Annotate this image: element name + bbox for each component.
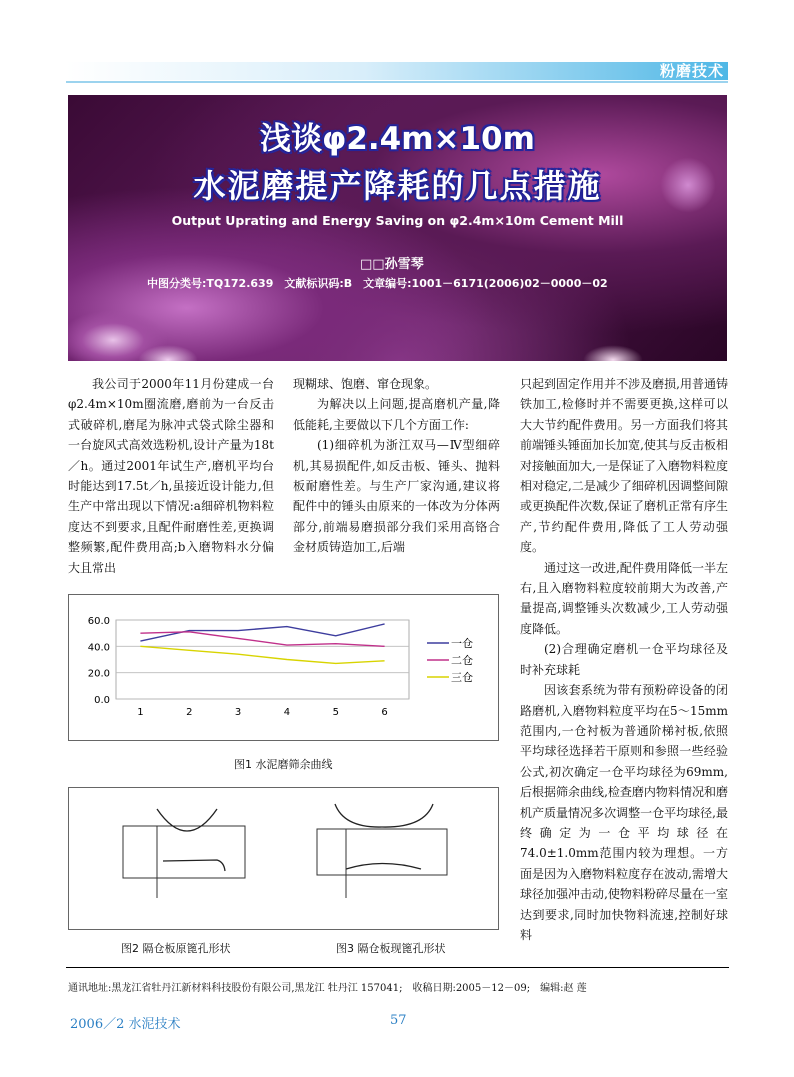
body-column-2 — [293, 374, 500, 558]
paragraph: (2)合理确定磨机一仓平均球径及时补充球耗 — [520, 642, 728, 677]
x-tick-label: 3 — [234, 707, 242, 718]
title-line-2: 水泥磨提产降耗的几点措施 — [193, 167, 602, 205]
x-tick-label: 5 — [332, 707, 339, 718]
paragraph: 通过这一改进,配件费用降低一半左右,且入磨物料粒度较前期大为改善,产量提高,调整锤头次数减少,工人劳动强度降低。 — [520, 560, 728, 636]
legend-label: 二仓 — [451, 654, 473, 667]
figure-1-caption: 图1 水泥磨筛余曲线 — [234, 758, 333, 771]
paragraph: (1)细碎机为浙江双马—Ⅳ型细碎机,其易损配件,如反击板、锤头、抛料板耐磨性差。与生产厂家沟通,建议将配件中的锤头由原来的一体改为分体两部分,前端易磨损部分我们采用高铬合金材质铸造加工,后端 — [293, 438, 500, 555]
legend-label: 三仓 — [451, 671, 473, 684]
page-number: 57 — [390, 1013, 407, 1028]
fig3-curve-upper — [335, 804, 433, 827]
figure-3-caption: 图3 隔仓板现篦孔形状 — [336, 942, 446, 955]
journal-issue: 2006／2 水泥技术 — [70, 1017, 181, 1032]
fig2-plate — [123, 826, 245, 878]
body-column-1 — [68, 374, 274, 578]
classification-line: 中图分类号:TQ172.639 文献标识码:B 文章编号:1001－6171(2006)02－0000－02 — [147, 277, 608, 290]
decor-orb — [583, 345, 643, 361]
header-rule — [66, 81, 728, 83]
footnote-address: 通讯地址:黑龙江省牡丹江新材料科技股份有限公司,黑龙江 牡丹江 157041; 收稿日期:2005－12－09; 编辑:赵 莲 — [68, 983, 587, 994]
y-tick-label: 40.0 — [87, 642, 110, 654]
title-banner — [68, 95, 727, 361]
paragraph: 现糊球、饱磨、窜仓现象。 — [293, 377, 438, 391]
legend-label: 一仓 — [451, 637, 473, 650]
sieve-residue-chart — [69, 595, 498, 740]
x-tick-label: 2 — [186, 707, 193, 718]
english-subtitle: Output Uprating and Energy Saving on φ2.4m×10m Cement Mill — [171, 213, 624, 228]
footnote-rule — [66, 967, 729, 968]
x-tick-label: 6 — [381, 707, 388, 718]
y-tick-label: 0.0 — [94, 695, 110, 706]
y-tick-label: 60.0 — [87, 616, 110, 627]
figure-1-frame — [68, 594, 499, 741]
section-tag: 粉磨技术 — [659, 62, 724, 80]
series-line — [140, 646, 384, 663]
fig3-plate — [317, 829, 447, 875]
title-line-1: 浅谈φ2.4m×10m — [260, 121, 535, 157]
figure-2-caption: 图2 隔仓板原篦孔形状 — [121, 942, 231, 955]
fig2-curve-lower — [163, 860, 225, 871]
header-bar — [66, 62, 728, 80]
author: □□孙雪琴 — [360, 257, 424, 272]
fig3-curve-lower — [346, 864, 421, 870]
paragraph: 我公司于2000年11月份建成一台φ2.4m×10m圈流磨,磨前为一台反击式破碎机,磨尾为脉冲式袋式除尘器和一台旋风式高效选粉机,设计产量为18t／h。通过2001年试生产,磨机平均台时能达到17.5t／h,虽接近设计能力,但生产中常出现以下情况:a细碎机物料粒度达不到要求,且配件耐磨性差,更换调整频繁,配件费用高;b入磨物料水分偏大且常出 — [68, 377, 274, 575]
body-column-3 — [520, 374, 728, 945]
paragraph: 为解决以上问题,提高磨机产量,降低能耗,主要做以下几个方面工作: — [293, 397, 500, 432]
paragraph: 因该套系统为带有预粉碎设备的闭路磨机,入磨物料粒度平均在5～15mm范围内,一仓衬板为普通阶梯衬板,依照平均球径选择若干原则和参照一些经验公式,初次确定一仓平均球径为69mm,后根据筛余曲线,检查磨内物料情况和磨机产质量情况多次调整一仓平均球径,最终确定为一仓平均球径在74.0±1.0mm范围内较为理想。一方面是因为入磨物料粒度存在波动,需增大球径加强冲击动,使物料粉碎尽量在一室达到要求,同时加快物料流速,控制好球料 — [520, 683, 728, 942]
series-line — [140, 632, 384, 646]
x-tick-label: 1 — [137, 707, 144, 718]
y-tick-label: 20.0 — [87, 668, 110, 680]
fig2-curve-upper — [157, 809, 217, 831]
grate-slot-diagrams — [69, 788, 498, 929]
x-tick-label: 4 — [283, 707, 291, 718]
paragraph: 只起到固定作用并不涉及磨损,用普通铸铁加工,检修时并不需要更换,这样可以大大节约配件费用。另一方面我们将其前端锤头锤面加长加宽,使其与反击板相对接触面加大,一是保证了入磨物料粒度相对稳定,二是减少了细碎机因调整间隙或更换配件次数,保证了磨机正常有序生产,节约配件费用,降低了工人劳动强度。 — [520, 377, 728, 555]
figure-2-3-frame — [68, 787, 499, 930]
plot-area — [116, 620, 409, 699]
